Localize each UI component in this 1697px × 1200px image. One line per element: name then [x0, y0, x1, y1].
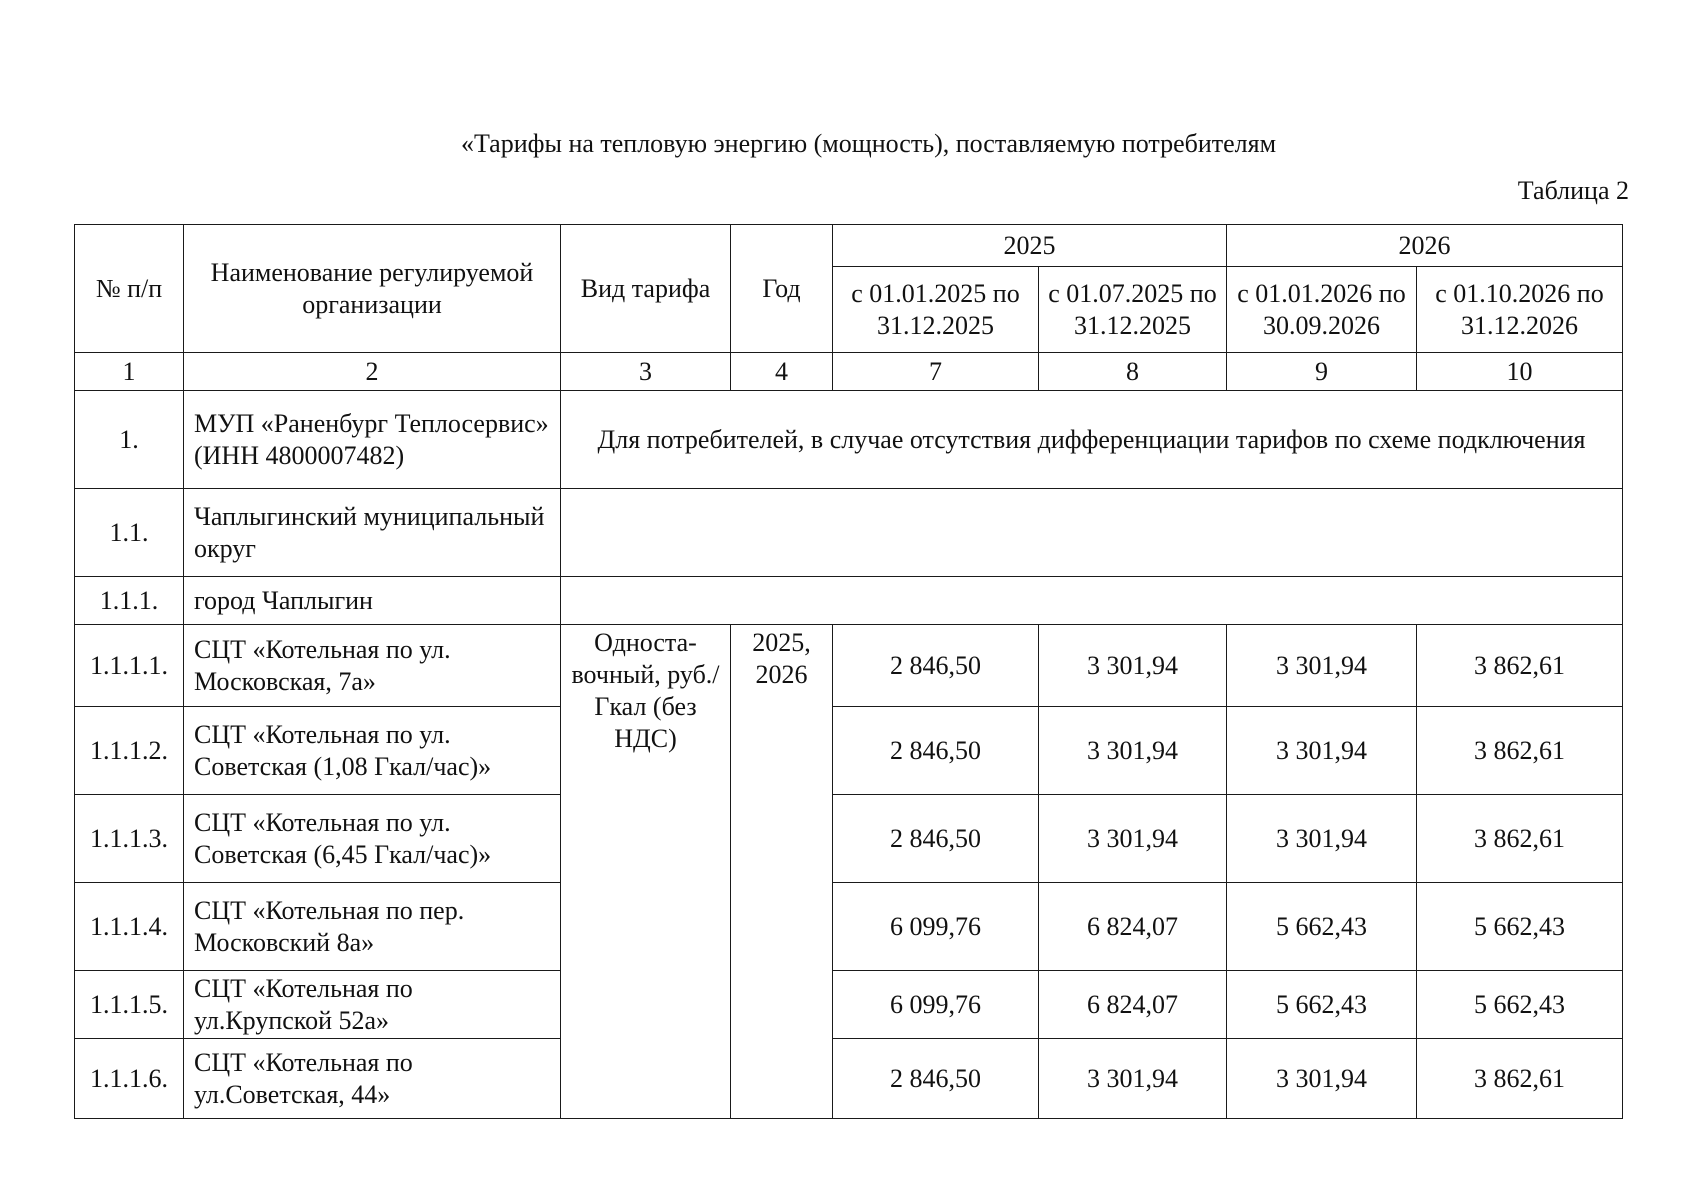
- row-value: 3 301,94: [1227, 707, 1417, 795]
- row-value: 3 301,94: [1039, 625, 1227, 707]
- row-num: 1.1.1.1.: [75, 625, 184, 707]
- row-value: 2 846,50: [833, 625, 1039, 707]
- org-name: МУП «Раненбург Теплосервис» (ИНН 4800007482): [184, 391, 561, 489]
- col-number: 2: [184, 353, 561, 391]
- table-row: [75, 707, 1623, 795]
- header-period-1: с 01.01.2025 по 31.12.2025: [833, 267, 1039, 353]
- tariff-type-value: Односта-вочный, руб./Гкал (без НДС): [561, 625, 731, 1119]
- header-period-4: с 01.10.2026 по 31.12.2026: [1417, 267, 1623, 353]
- row-name: СЦТ «Котельная по ул. Советская (6,45 Гкал/час)»: [184, 795, 561, 883]
- row-name: СЦТ «Котельная по ул. Советская (1,08 Гкал/час)»: [184, 707, 561, 795]
- header-num: № п/п: [75, 225, 184, 353]
- city-num: 1.1.1.: [75, 577, 184, 625]
- row-value: 3 862,61: [1417, 795, 1623, 883]
- row-value: 3 301,94: [1039, 795, 1227, 883]
- header-year-2026: 2026: [1227, 225, 1623, 267]
- header-tariff-type: Вид тарифа: [561, 225, 731, 353]
- org-note: Для потребителей, в случае отсутствия дифференциации тарифов по схеме подключения: [561, 391, 1623, 489]
- table-row: [75, 625, 1623, 707]
- row-value: 5 662,43: [1227, 883, 1417, 971]
- row-value: 3 301,94: [1227, 625, 1417, 707]
- header-year: Год: [731, 225, 833, 353]
- document-title: «Тарифы на тепловую энергию (мощность), поставляемую потребителям: [460, 129, 1277, 158]
- table-row: [75, 971, 1623, 1039]
- year-value: 2025, 2026: [731, 625, 833, 1119]
- row-num: 1.1.1.6.: [75, 1039, 184, 1119]
- header-period-3: с 01.01.2026 по 30.09.2026: [1227, 267, 1417, 353]
- col-number: 4: [731, 353, 833, 391]
- row-name: СЦТ «Котельная по ул.Советская, 44»: [184, 1039, 561, 1119]
- row-value: 5 662,43: [1417, 883, 1623, 971]
- row-value: 2 846,50: [833, 707, 1039, 795]
- row-value: 3 301,94: [1227, 795, 1417, 883]
- header-period-2: с 01.07.2025 по 31.12.2025: [1039, 267, 1227, 353]
- org-num: 1.: [75, 391, 184, 489]
- row-value: 6 824,07: [1039, 971, 1227, 1039]
- city-name: город Чаплыгин: [184, 577, 561, 625]
- row-value: 3 862,61: [1417, 1039, 1623, 1119]
- district-name: Чаплыгинский муниципальный округ: [184, 489, 561, 577]
- row-value: 3 301,94: [1039, 1039, 1227, 1119]
- row-value: 3 301,94: [1039, 707, 1227, 795]
- header-year-2025: 2025: [833, 225, 1227, 267]
- table-row: [75, 883, 1623, 971]
- row-num: 1.1.1.2.: [75, 707, 184, 795]
- district-num: 1.1.: [75, 489, 184, 577]
- table-caption: Таблица 2: [1517, 176, 1629, 205]
- city-empty-cell: [561, 577, 1623, 625]
- col-number: 8: [1039, 353, 1227, 391]
- row-value: 6 824,07: [1039, 883, 1227, 971]
- row-value: 6 099,76: [833, 883, 1039, 971]
- row-value: 2 846,50: [833, 795, 1039, 883]
- col-number: 1: [75, 353, 184, 391]
- row-value: 5 662,43: [1227, 971, 1417, 1039]
- table-row: [75, 795, 1623, 883]
- row-value: 3 862,61: [1417, 707, 1623, 795]
- row-value: 2 846,50: [833, 1039, 1039, 1119]
- col-number: 3: [561, 353, 731, 391]
- row-num: 1.1.1.3.: [75, 795, 184, 883]
- row-value: 6 099,76: [833, 971, 1039, 1039]
- row-value: 3 862,61: [1417, 625, 1623, 707]
- district-empty-cell: [561, 489, 1623, 577]
- row-value: 3 301,94: [1227, 1039, 1417, 1119]
- tariffs-table: [74, 224, 1623, 1119]
- col-number: 9: [1227, 353, 1417, 391]
- row-name: СЦТ «Котельная по пер. Московский 8а»: [184, 883, 561, 971]
- row-num: 1.1.1.5.: [75, 971, 184, 1039]
- row-num: 1.1.1.4.: [75, 883, 184, 971]
- row-name: СЦТ «Котельная по ул. Московская, 7а»: [184, 625, 561, 707]
- col-number: 7: [833, 353, 1039, 391]
- col-number: 10: [1417, 353, 1623, 391]
- table-row: [75, 1039, 1623, 1119]
- header-org-name: Наименование регулируемой организации: [184, 225, 561, 353]
- row-value: 5 662,43: [1417, 971, 1623, 1039]
- row-name: СЦТ «Котельная по ул.Крупской 52а»: [184, 971, 561, 1039]
